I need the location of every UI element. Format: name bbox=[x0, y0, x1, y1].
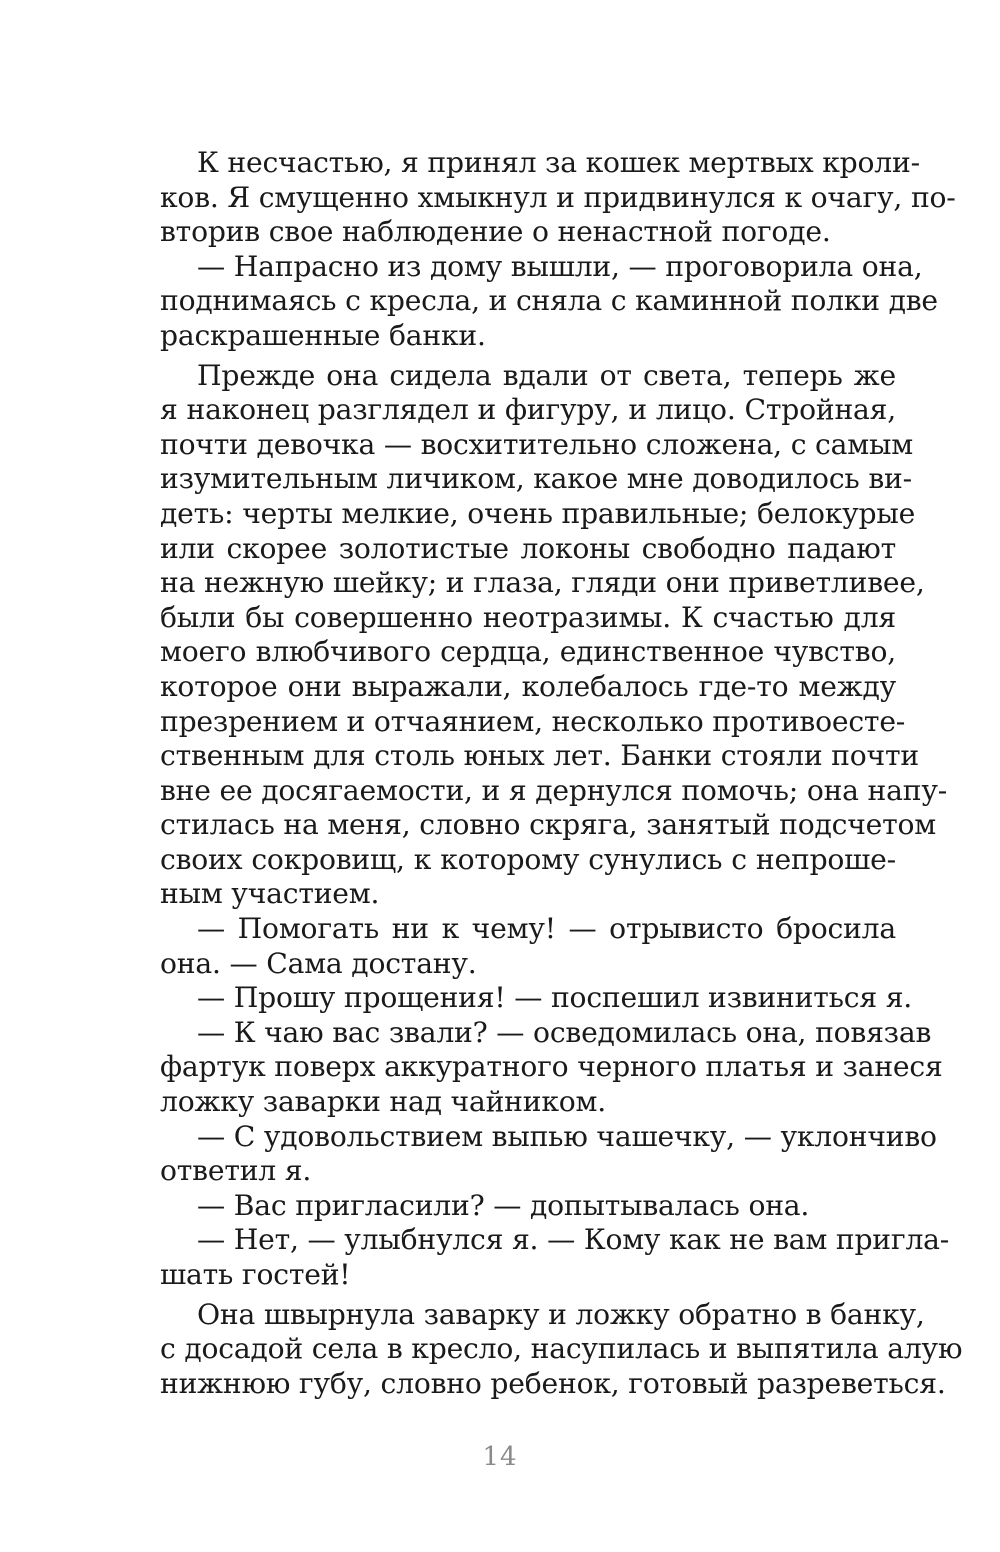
text-line: на нежную шейку; и глаза, гляди они приветливее, bbox=[160, 566, 925, 600]
paragraph bbox=[160, 249, 938, 354]
text-line: которое они выражали, колебалось где-то между bbox=[160, 669, 896, 703]
paragraph bbox=[160, 358, 948, 913]
text-line: Прежде она сидела вдали от света, теперь же bbox=[197, 358, 896, 392]
text-line: нижнюю губу, словно ребенок, готовый разреветься. bbox=[160, 1366, 946, 1400]
paragraph bbox=[160, 1189, 896, 1224]
text-line: фартук поверх аккуратного черного платья и занеся bbox=[160, 1050, 943, 1084]
text-line: — Нет, — улыбнулся я. — Кому как не вам пригла- bbox=[197, 1223, 950, 1257]
text-line: — С удовольствием выпью чашечку, — уклончиво bbox=[197, 1119, 937, 1153]
text-line: — Вас пригласили? — допытывалась она. bbox=[197, 1188, 810, 1222]
text-line: шать гостей! bbox=[160, 1258, 351, 1291]
body-text bbox=[160, 146, 963, 1401]
text-line: были бы совершенно неотразимы. К счастью для bbox=[160, 600, 896, 634]
text-line: моего влюбчивого сердца, единственное чувство, bbox=[160, 635, 896, 669]
text-line: вторив свое наблюдение о ненастной погоде. bbox=[160, 215, 831, 249]
text-line: она. — Сама достану. bbox=[160, 946, 477, 980]
text-line: ственным для столь юных лет. Банки стояли почти bbox=[160, 739, 919, 773]
text-line: поднимаясь с кресла, и сняла с каминной полки две bbox=[160, 284, 938, 318]
text-line: стилась на меня, словно скряга, занятый подсчетом bbox=[160, 808, 937, 842]
text-line: вне ее досягаемости, и я дернулся помочь; она напу- bbox=[160, 773, 948, 807]
text-line: ложку заварки над чайником. bbox=[160, 1085, 607, 1119]
text-line: я наконец разглядел и фигуру, и лицо. Стройная, bbox=[160, 393, 896, 427]
paragraph bbox=[160, 146, 956, 250]
paragraph bbox=[160, 1223, 950, 1292]
text-line: — Напрасно из дому вышли, — проговорила она, bbox=[197, 249, 923, 283]
page-number: 14 bbox=[482, 1442, 518, 1472]
text-line: — Прошу прощения! — поспешил извиниться я. bbox=[197, 981, 913, 1015]
paragraph bbox=[160, 912, 896, 981]
text-line: Она швырнула заварку и ложку обратно в банку, bbox=[197, 1297, 925, 1331]
paragraph bbox=[160, 1119, 937, 1189]
text-line: презрением и отчаянием, несколько противоесте- bbox=[160, 704, 906, 738]
text-line: — Помогать ни к чему! — отрывисто бросила bbox=[197, 912, 896, 946]
text-line: ков. Я смущенно хмыкнул и придвинулся к очагу, по- bbox=[160, 180, 956, 214]
text-line: раскрашенные банки. bbox=[160, 318, 486, 352]
text-line: или скорее золотистые локоны свободно падают bbox=[160, 531, 896, 565]
text-line: с досадой села в кресло, насупилась и выпятила алую bbox=[160, 1332, 963, 1366]
text-line: почти девочка — восхитительно сложена, с самым bbox=[160, 427, 913, 461]
text-line: ным участием. bbox=[160, 877, 380, 911]
text-line: — К чаю вас звали? — осведомилась она, повязав bbox=[197, 1015, 932, 1049]
text-line: деть: черты мелкие, очень правильные; белокурые bbox=[160, 496, 916, 530]
paragraph bbox=[160, 1015, 943, 1120]
paragraph bbox=[160, 1297, 963, 1402]
text-line: К несчастью, я принял за кошек мертвых кроли- bbox=[197, 146, 920, 179]
paragraph bbox=[160, 981, 913, 1016]
text-line: ответил я. bbox=[160, 1154, 312, 1188]
text-line: своих сокровищ, к которому сунулись с непроше- bbox=[160, 842, 896, 876]
text-line: изумительным личиком, какое мне доводилось ви- bbox=[160, 462, 912, 496]
